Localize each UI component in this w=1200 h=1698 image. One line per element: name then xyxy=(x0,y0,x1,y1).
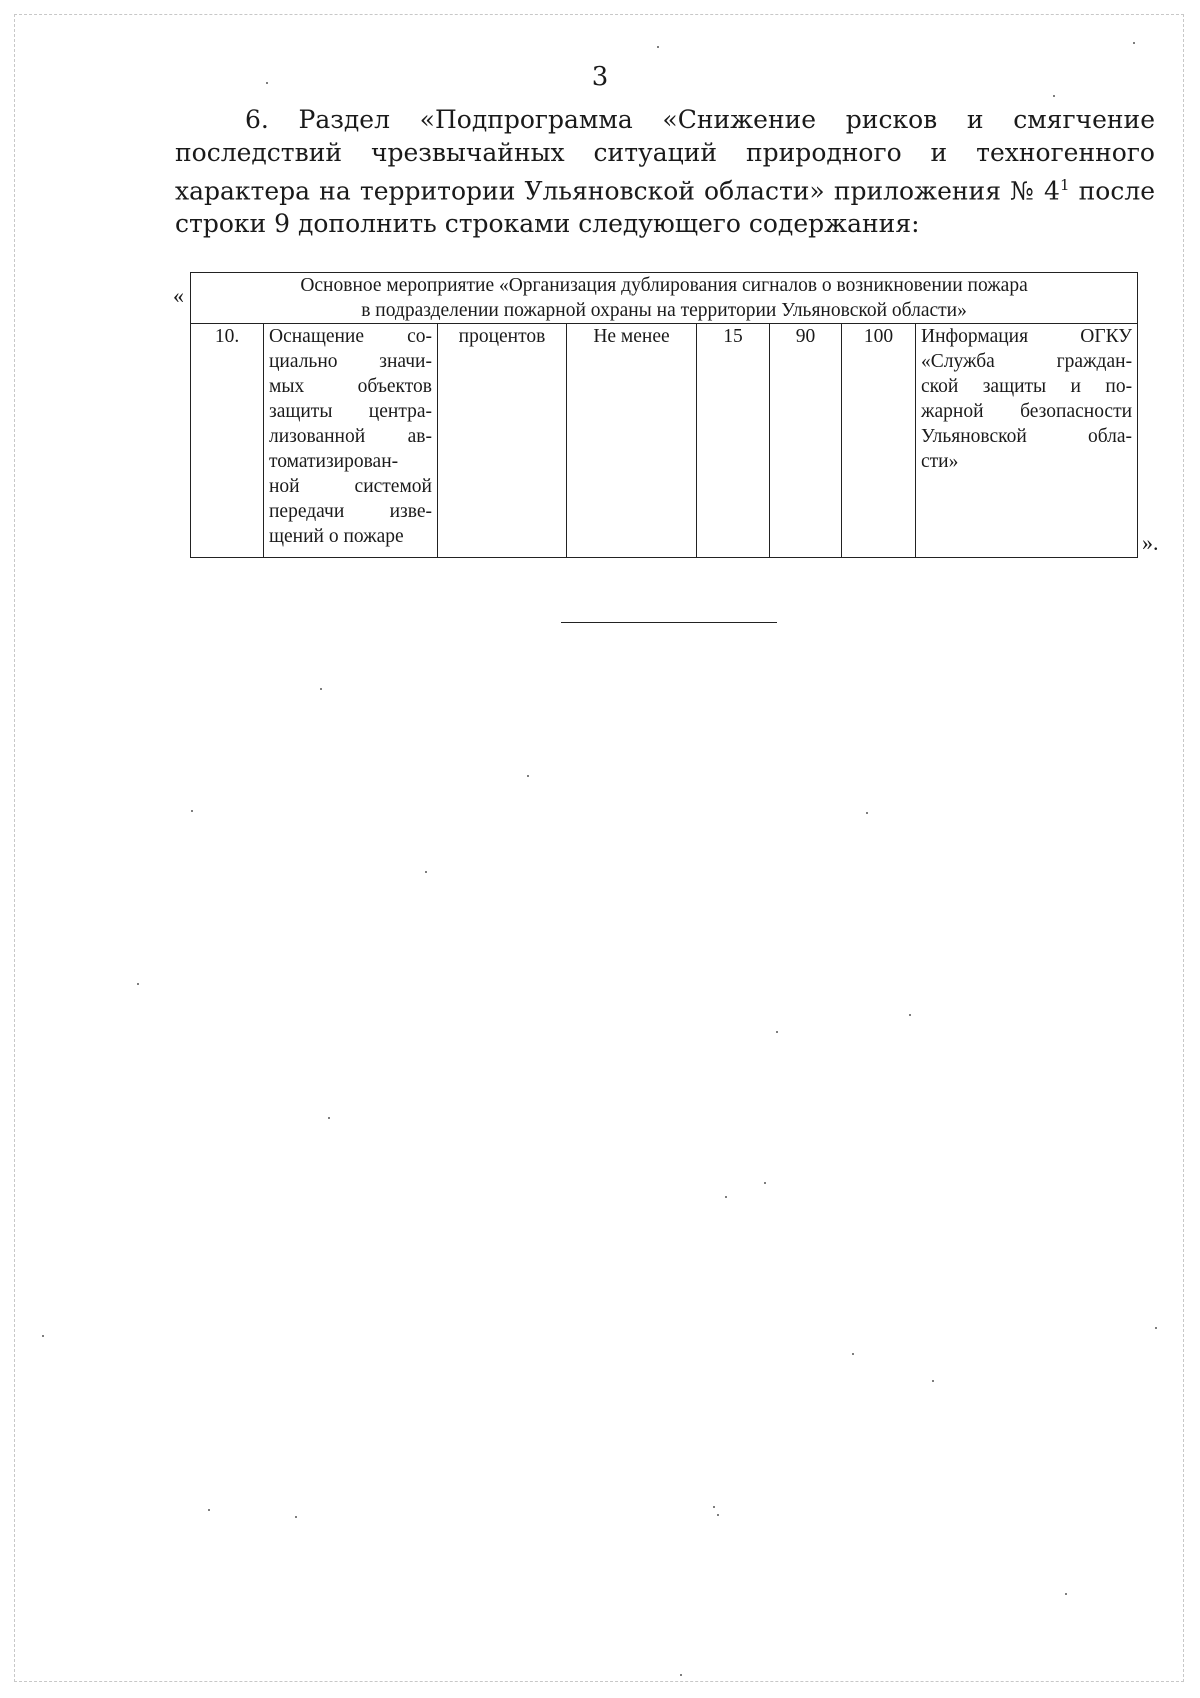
indicator-name-line: Оснащение со- xyxy=(269,326,432,347)
source-line: жарной безопасности xyxy=(921,401,1133,422)
scan-speck xyxy=(776,1031,778,1033)
scan-speck xyxy=(191,810,193,812)
indicator-name-line: мых объектов xyxy=(269,376,432,397)
scan-speck xyxy=(208,1509,210,1511)
value-cell-1: 15 xyxy=(697,324,770,558)
page-number: 3 xyxy=(591,62,609,92)
scan-speck xyxy=(764,1182,766,1184)
scan-speck xyxy=(680,1674,682,1676)
source-cell xyxy=(916,324,1138,558)
scan-speck xyxy=(657,46,659,48)
indicator-name-line: лизованной ав- xyxy=(269,426,432,447)
scan-speck xyxy=(328,1117,330,1119)
condition-cell: Не менее xyxy=(567,324,697,558)
paragraph-text-main: 6. Раздел «Подпрограмма «Снижение рисков и смягчение последствий чрезвычайных ситуаций природного и техногенного характера на территории Ульяновской области» приложения № 4 xyxy=(175,105,1155,206)
header-line: Основное мероприятие «Организация дублирования сигналов о возникновении пожара xyxy=(300,275,1028,296)
main-measure-header xyxy=(191,273,1138,324)
table-row xyxy=(191,324,1138,558)
opening-quote: « xyxy=(173,283,184,308)
indicator-name-line: передачи изве- xyxy=(269,501,432,522)
amendment-table xyxy=(190,272,1138,558)
scan-speck xyxy=(527,775,529,777)
scan-speck xyxy=(425,871,427,873)
paragraph-superscript: 1 xyxy=(1059,176,1070,194)
value-cell-2: 90 xyxy=(770,324,842,558)
indicator-name-line: циально значи- xyxy=(269,351,432,372)
scan-speck xyxy=(1053,95,1055,97)
source-line: Информация ОГКУ xyxy=(921,326,1133,347)
scan-speck xyxy=(1155,1327,1157,1329)
paragraph-text-end: после строки 9 дополнить строками следующего содержания: xyxy=(175,176,1156,239)
closing-quote: ». xyxy=(1142,530,1159,555)
amendment-paragraph xyxy=(175,103,1155,240)
scan-speck xyxy=(137,983,139,985)
scan-speck xyxy=(717,1514,719,1516)
header-line: в подразделении пожарной охраны на территории Ульяновской области» xyxy=(361,300,967,321)
scan-speck xyxy=(1065,1593,1067,1595)
scan-speck xyxy=(1133,42,1135,44)
scan-speck xyxy=(932,1380,934,1382)
indicator-name-cell xyxy=(264,324,438,558)
row-number-cell: 10. xyxy=(191,324,264,558)
source-line: сти» xyxy=(921,451,959,472)
indicator-name-line: защиты центра- xyxy=(269,401,432,422)
page-border xyxy=(14,14,1184,1682)
scan-speck xyxy=(852,1353,854,1355)
separator-line xyxy=(561,622,777,623)
table-header-row xyxy=(191,273,1138,324)
indicator-name-line: томатизирован- xyxy=(269,451,399,472)
scan-speck xyxy=(42,1335,44,1337)
source-line: «Служба граждан- xyxy=(921,351,1133,372)
unit-cell: процентов xyxy=(438,324,567,558)
indicator-name-line: щений о пожаре xyxy=(269,526,404,547)
source-line: ской защиты и по- xyxy=(921,376,1133,397)
scan-speck xyxy=(866,812,868,814)
source-line: Ульяновской обла- xyxy=(921,426,1133,447)
scan-speck xyxy=(713,1506,715,1508)
scan-speck xyxy=(266,82,268,84)
value-cell-3: 100 xyxy=(842,324,916,558)
scan-speck xyxy=(320,688,322,690)
scan-speck xyxy=(909,1014,911,1016)
scan-speck xyxy=(295,1516,297,1518)
scan-speck xyxy=(725,1196,727,1198)
indicator-name-line: ной системой xyxy=(269,476,432,497)
